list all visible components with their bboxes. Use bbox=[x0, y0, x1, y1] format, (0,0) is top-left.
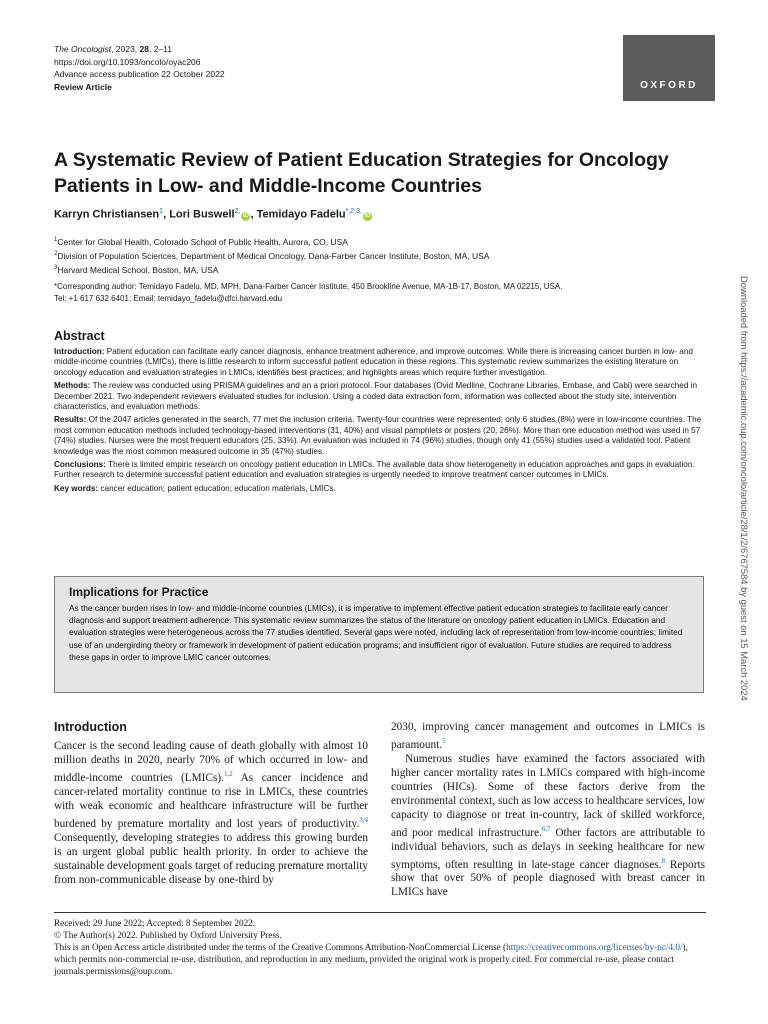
body-column-right bbox=[391, 720, 705, 899]
article-meta bbox=[54, 43, 225, 93]
affiliation-text: Harvard Medical School, Boston, MA, USA bbox=[57, 264, 219, 275]
keywords bbox=[54, 484, 706, 494]
license-pre: This is an Open Access article distributed under the terms of the Creative Commons Attribution-NonCommercial License ( bbox=[54, 942, 507, 952]
abstract-section bbox=[54, 381, 706, 412]
citation-ref[interactable]: 3,4 bbox=[359, 815, 368, 824]
abstract-section-text: Patient education can facilitate early cancer diagnosis, enhance treatment adherence, and improve outcomes. While there is increasing cancer burden in low- and middle-income countries (LMICs), there is little research to inform successful patient education in these regions. This systematic review summarizes the existing literature on oncology education and evaluation strategies in LMICs, identifies best practices, and highlights areas which require further investigation. bbox=[54, 347, 693, 377]
author-name[interactable]: Lori Buswell bbox=[169, 208, 235, 221]
license-text bbox=[54, 941, 706, 977]
article-type: Review Article bbox=[54, 81, 112, 92]
author-list bbox=[54, 208, 372, 221]
body-text: Cancer is the second leading cause of death globally with almost 10 million deaths in 2020, nearly 70% of which occurred in low- and middle-income countries (LMICs). bbox=[54, 740, 368, 784]
body-text: Consequently, developing strategies to address this growing burden is an urgent global public health priority. In order to achieve the sustainable development goals target of reducing premature mortality from non-communicable disease by one-third by bbox=[54, 831, 368, 886]
implications-box bbox=[54, 576, 704, 693]
author-name[interactable]: Karryn Christiansen bbox=[54, 208, 160, 221]
affiliation-text: Center for Global Health, Colorado School of Public Health, Aurora, CO, USA bbox=[57, 236, 348, 247]
citation-ref[interactable]: 8 bbox=[661, 856, 665, 865]
contact-info: Tel: +1 617 632 6401; Email: temidayo_fadelu@dfci.harvard.edu bbox=[54, 293, 283, 303]
intro-paragraph-1 bbox=[54, 739, 368, 887]
abstract-section-label: Introduction: bbox=[54, 347, 107, 356]
abstract-section-label: Methods: bbox=[54, 381, 93, 391]
abstract-section-text: Of the 2047 articles generated in the search, 77 met the inclusion criteria. Twenty-four countries were represented; only 6 studies (8%) were in low-income countries. The most common education methods included technology-based interventions (31, 40%) and visual pamphlets or posters (20, 26%). More than one education method was used in 57 (74%) studies. Nurses were the most frequent educators (25, 33%). An evaluation was included in 74 (96%) studies, though only 41 (55%) studies used a validated tool. Patient knowledge was the most common measured outcome in 35 (47%) studies. bbox=[54, 415, 702, 456]
affiliation bbox=[54, 234, 694, 248]
page-range: , 2–11 bbox=[149, 44, 173, 54]
abstract-heading: Abstract bbox=[54, 329, 105, 343]
body-column-left bbox=[54, 720, 368, 887]
copyright: © The Author(s) 2022. Published by Oxford University Press. bbox=[54, 930, 282, 940]
license-link[interactable]: https://creativecommons.org/licenses/by-nc/4.0/ bbox=[506, 942, 683, 952]
citation-ref[interactable]: 5 bbox=[442, 737, 446, 745]
author-affiliation-ref[interactable]: 1 bbox=[159, 208, 164, 215]
abstract-section-text: There is limited empiric research on oncology patient education in LMICs. The available data show heterogeneity in education approaches and gaps in evaluation. Further research to determine successful patient education and evaluation strategies is urgently needed to improve treatment cancer outcomes in LMICs. bbox=[54, 460, 695, 480]
abstract-section-label: Results: bbox=[54, 415, 89, 425]
keywords-label: Key words: bbox=[54, 483, 99, 493]
body-text: Other factors are attributable to individual behaviors, such as delays in seeking healthcare for new symptoms, often resulting in late-stage cancer diagnoses. bbox=[391, 826, 705, 871]
corresponding-author: *Corresponding author: Temidayo Fadelu, MD, MPH, Dana-Farber Cancer Institute, 450 Brookline Avenue, MA-1B-17, Boston, MA 02215, USA. bbox=[54, 282, 563, 292]
journal-name: The Oncologist bbox=[54, 44, 112, 54]
body-text: As cancer incidence and cancer-related mortality continue to rise in LMICs, these countries with weak economic and healthcare infrastructure will be further burdened by premature mortality and lost years of productivity. bbox=[54, 771, 368, 830]
intro-heading: Introduction bbox=[54, 720, 127, 734]
intro-paragraph-1-cont bbox=[391, 720, 705, 752]
citation-ref[interactable]: 1,2 bbox=[223, 770, 233, 778]
abstract-section-text: The review was conducted using PRISMA guidelines and an a priori protocol. Four databases (Ovid Medline, Cochrane Libraries, Embase, and Cabi) were searched in December 2021. Two independent reviewers evaluated studies for inclusion. Using a coded data extraction form, information was collected about the study site, intervention characteristics, and evaluation methods. bbox=[54, 381, 698, 412]
keywords-text: cancer education; patient education; education materials, LMICs. bbox=[100, 483, 336, 493]
footer-notes bbox=[54, 912, 706, 977]
body-text: Reports show that over 50% of people diagnosed with breast cancer in LMICs have bbox=[391, 858, 705, 899]
volume-number: 28 bbox=[139, 44, 149, 54]
abstract-section bbox=[54, 415, 706, 457]
author-name[interactable]: Temidayo Fadelu bbox=[256, 208, 346, 221]
body-text: Numerous studies have examined the factors associated with higher cancer mortality rates in LMICs compared with high-income countries (HICs). Some of these factors derive from the environmental context, such as low access to healthcare services, low capacity to diagnose or treat in-country, lack of skilled workforce, and poor medical infrastructure. bbox=[391, 752, 706, 839]
author-affiliation-ref[interactable]: 2, bbox=[234, 208, 241, 215]
affiliation bbox=[54, 262, 694, 276]
affiliation-text: Division of Population Sciences, Department of Medical Oncology, Dana-Farber Cancer Institute, Boston, MA, USA bbox=[57, 250, 490, 261]
orcid-icon[interactable]: iD bbox=[364, 212, 371, 219]
abstract bbox=[54, 329, 706, 497]
abstract-section-label: Conclusions: bbox=[54, 460, 109, 470]
oxford-logo bbox=[623, 35, 715, 101]
author-affiliation-ref[interactable]: *,2,3, bbox=[345, 208, 362, 215]
abstract-section bbox=[54, 347, 706, 378]
intro-paragraph-2 bbox=[391, 752, 705, 900]
journal-citation bbox=[54, 43, 225, 56]
implications-text: As the cancer burden rises in low- and middle-income countries (LMICs), it is imperative to implement effective patient education strategies to facilitate early cancer diagnosis and support treatment adherence. This systematic review summarizes the status of the literature on oncology patient education in LMICs. Education and evaluation strategies were heterogeneous across the 77 studies identified. Several gaps were noted, including lack of representation from low-income countries; limited use of an undergirding theory or framework in development of patient education programs; and insufficient rigor of evaluation. Future studies are required to address these gaps in order to improve LMIC cancer outcomes. bbox=[69, 603, 683, 662]
body-text: 2030, improving cancer management and outcomes in LMICs is paramount. bbox=[391, 721, 705, 751]
affiliation-number: 1 bbox=[54, 237, 58, 243]
orcid-icon[interactable]: iD bbox=[242, 212, 249, 219]
download-stamp-text: Downloaded from https://academic.oup.com/oncolo/article/28/1/2/6767584 by guest on 15 March 2024 bbox=[739, 276, 750, 701]
abstract-section bbox=[54, 460, 706, 481]
volume-prefix: , 2023, bbox=[111, 44, 140, 54]
author-separator: , bbox=[250, 208, 257, 221]
citation-ref[interactable]: 6,7 bbox=[541, 824, 551, 833]
advance-access: Advance access publication 22 October 2022 bbox=[54, 69, 225, 79]
logo-text: OXFORD bbox=[640, 80, 698, 91]
affiliation bbox=[54, 248, 694, 262]
article-title: A Systematic Review of Patient Education Strategies for Oncology Patients in Low- and Middle-Income Countries bbox=[54, 149, 669, 197]
affiliations bbox=[54, 234, 694, 304]
download-stamp bbox=[738, 276, 750, 776]
doi-link[interactable]: https://doi.org/10.1093/oncolo/oyac206 bbox=[54, 56, 201, 67]
author-separator: , bbox=[163, 208, 170, 221]
license-post: ), which permits non-commercial re-use, distribution, and reproduction in any medium, provided the original work is properly cited. For commercial re-use, please contact journals.permissions@oup.com. bbox=[54, 942, 688, 976]
implications-heading: Implications for Practice bbox=[69, 585, 209, 599]
received-dates: Received: 29 June 2022; Accepted: 8 September 2022. bbox=[54, 918, 256, 928]
affiliation-number: 3 bbox=[54, 264, 58, 271]
affiliation-number: 2 bbox=[54, 250, 58, 257]
